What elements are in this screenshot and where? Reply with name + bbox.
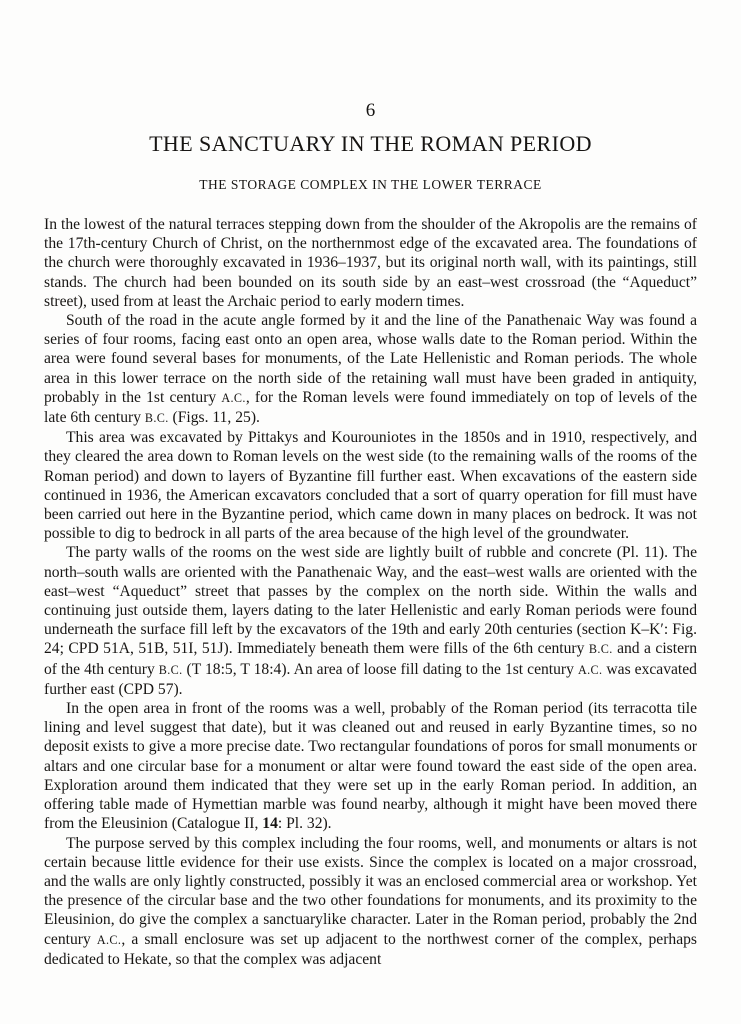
text-run: (T 18:5, T 18:4). An area of loose fill dating to the 1st century: [182, 660, 578, 678]
text-run: A.C.: [221, 390, 246, 405]
text-run: (Figs. 11, 25).: [168, 409, 260, 427]
text-run: , for the Roman levels were found immediately on top of levels of the late 6th century: [44, 388, 697, 427]
paragraph: [44, 699, 697, 833]
text-run: A.C.: [577, 662, 603, 677]
page-number: 6: [365, 100, 376, 121]
body-text: [44, 215, 697, 969]
text-run: was excavated further east (CPD 57).: [44, 660, 697, 698]
text-run: , a small enclosure was set up adjacent to the northwest corner of the complex, perhaps dedicated to Hekate, so that the complex was adjacent: [44, 930, 697, 968]
paragraph: [44, 215, 697, 311]
section-subtitle: THE STORAGE COMPLEX IN THE LOWER TERRACE: [199, 177, 542, 192]
text-run: 14: [262, 815, 278, 833]
text-run: South of the road in the acute angle formed by it and the line of the Panathenaic Way was found a series of four rooms, facing east onto an open area, whose walls date to the Roman period. Within the area were found several bases for monuments, of the Late Hellenistic and Roman periods. The whole area in this lower terrace on the north side of the retaining wall must have been graded in antiquity, probably in the 1st century: [44, 312, 697, 406]
text-run: The party walls of the rooms on the west side are lightly built of rubble and concrete (Pl. 11). The north–south walls are oriented with the Panathenaic Way, and the east–west walls are oriented with the east–west “Aqueduct” street that passes by the complex on the north side. Within the walls and continuing just outside them, layers dating to the later Hellenistic and early Roman periods were found underneath the surface fill left by the excavators of the 19th and early 20th centuries (section K–K′: Fig. 24; CPD 51A, 51B, 51I, 51J). Immediately beneath them were fills of the 6th century: [44, 544, 697, 658]
text-run: In the lowest of the natural terraces stepping down from the shoulder of the Akropolis are the remains of the 17th-century Church of Christ, on the northernmost edge of the excavated area. The foundations of the church were thoroughly excavated in 1936–1937, but its original north wall, with its paintings, still stands. The church had been bounded on its south side by an east–west crossroad (the “Aqueduct” street), used from at least the Archaic period to early modern times.: [44, 216, 697, 310]
text-run: In the open area in front of the rooms was a well, probably of the Roman period (its terracotta tile lining and level suggest that date), but it was cleaned out and reused in early Byzantine times, so no deposit exists to give a more precise date. Two rectangular foundations of poros for small monuments or altars and one circular base for a monument or altar were found toward the east side of the open area. Exploration around them indicated that they were set up in the early Roman period. In addition, an offering table made of Hymettian marble was found nearby, although it might have been moved there from the Eleusinion (Catalogue II,: [44, 700, 697, 833]
paragraph: [44, 834, 697, 969]
paragraph: [44, 543, 697, 699]
text-run: This area was excavated by Pittakys and Kourouniotes in the 1850s and in 1910, respectively, and they cleared the area down to Roman levels on the west side (to the remaining walls of the rooms of the Roman period) and down to layers of Byzantine fill further east. When excavations of the eastern side continued in 1936, the American excavators concluded that a sort of quarry operation for fill must have been carried out here in the Byzantine period, which came down in many places on bedrock. It was not possible to dig to bedrock in all parts of the area because of the high level of the groundwater.: [44, 429, 697, 543]
paragraph: [44, 428, 697, 543]
chapter-title: THE SANCTUARY IN THE ROMAN PERIOD: [149, 131, 592, 156]
paragraph: [44, 311, 697, 428]
text-run: B.C.: [588, 642, 613, 657]
text-run: The purpose served by this complex including the four rooms, well, and monuments or altars is not certain because little evidence for their use exists. Since the complex is located on a major crossroad, and the walls are only lightly constructed, possibly it was an enclosed commercial area or workshop. Yet the presence of the circular base and the two other foundations for monuments, and its proximity to the Eleusinion, do give the complex a sanctuarylike character. Later in the Roman period, probably the 2nd century: [44, 834, 697, 948]
text-run: and a cistern of the 4th century: [44, 640, 697, 678]
text-run: B.C.: [144, 411, 169, 426]
text-run: A.C.: [96, 932, 122, 947]
text-run: B.C.: [158, 662, 183, 677]
text-run: : Pl. 32).: [277, 815, 332, 833]
